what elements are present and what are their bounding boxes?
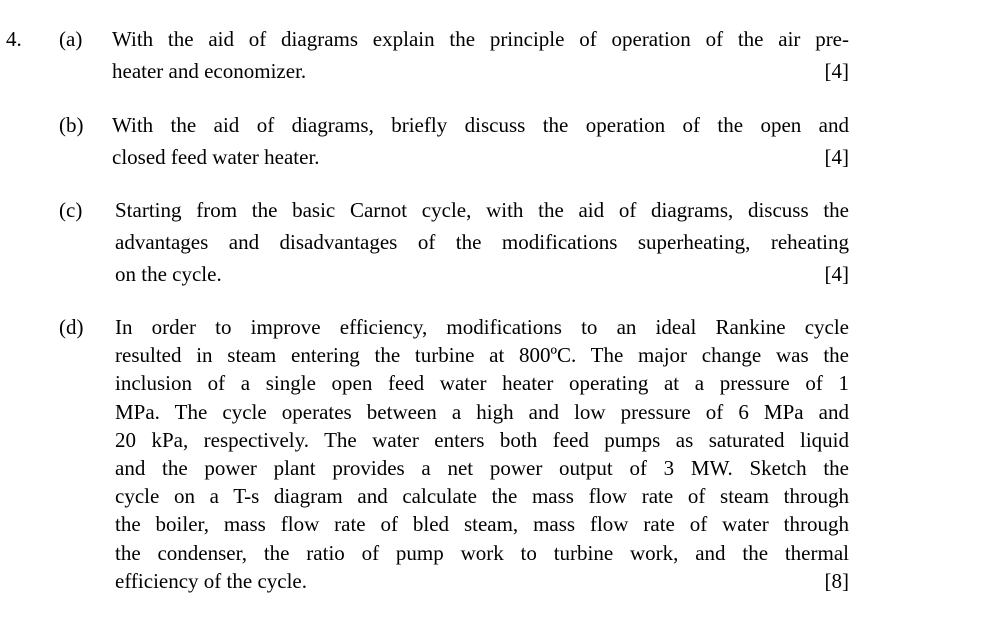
text-line: In order to improve efficiency, modifications to an ideal Rankine cycle — [115, 315, 849, 339]
marks-label: [8] — [824, 568, 849, 593]
text-line — [115, 567, 849, 595]
part-label: (c) — [59, 198, 83, 222]
text-line: the boiler, mass flow rate of bled steam, mass flow rate of water through — [115, 512, 849, 537]
part-text — [112, 23, 849, 87]
text-line — [112, 55, 849, 87]
text-line-content: closed feed water heater. — [112, 145, 320, 169]
text-line: MPa. The cycle operates between a high and low pressure of 6 MPa and — [115, 399, 849, 424]
text-line-content: on the cycle. — [115, 262, 222, 286]
text-line: the condenser, the ratio of pump work to turbine work, and the thermal — [115, 540, 849, 565]
text-line: Starting from the basic Carnot cycle, with the aid of diagrams, discuss the — [115, 198, 849, 222]
question-number: 4. — [6, 27, 22, 51]
part-label: (d) — [59, 315, 84, 339]
text-line: inclusion of a single open feed water heater operating at a pressure of 1 — [115, 371, 849, 396]
part-text — [115, 313, 849, 595]
part-label: (b) — [59, 113, 84, 137]
text-line: With the aid of diagrams explain the principle of operation of the air pre- — [112, 27, 849, 51]
text-line: With the aid of diagrams, briefly discuss the operation of the open and — [112, 113, 849, 137]
text-line: advantages and disadvantages of the modifications superheating, reheating — [115, 230, 849, 254]
part-label: (a) — [59, 27, 83, 51]
part-text — [115, 194, 849, 290]
part-text — [112, 109, 849, 173]
text-line: 20 kPa, respectively. The water enters both feed pumps as saturated liquid — [115, 427, 849, 452]
text-line-content: heater and economizer. — [112, 59, 307, 83]
text-line — [112, 141, 849, 173]
text-line — [115, 258, 849, 290]
text-line: resulted in steam entering the turbine at 800ºC. The major change was the — [115, 343, 849, 368]
text-line: cycle on a T-s diagram and calculate the mass flow rate of steam through — [115, 484, 849, 509]
marks-label: [4] — [824, 145, 849, 169]
marks-label: [4] — [824, 59, 849, 83]
marks-label: [4] — [824, 262, 849, 286]
text-line: and the power plant provides a net power output of 3 MW. Sketch the — [115, 456, 849, 481]
text-line-content: efficiency of the cycle. — [115, 568, 308, 593]
